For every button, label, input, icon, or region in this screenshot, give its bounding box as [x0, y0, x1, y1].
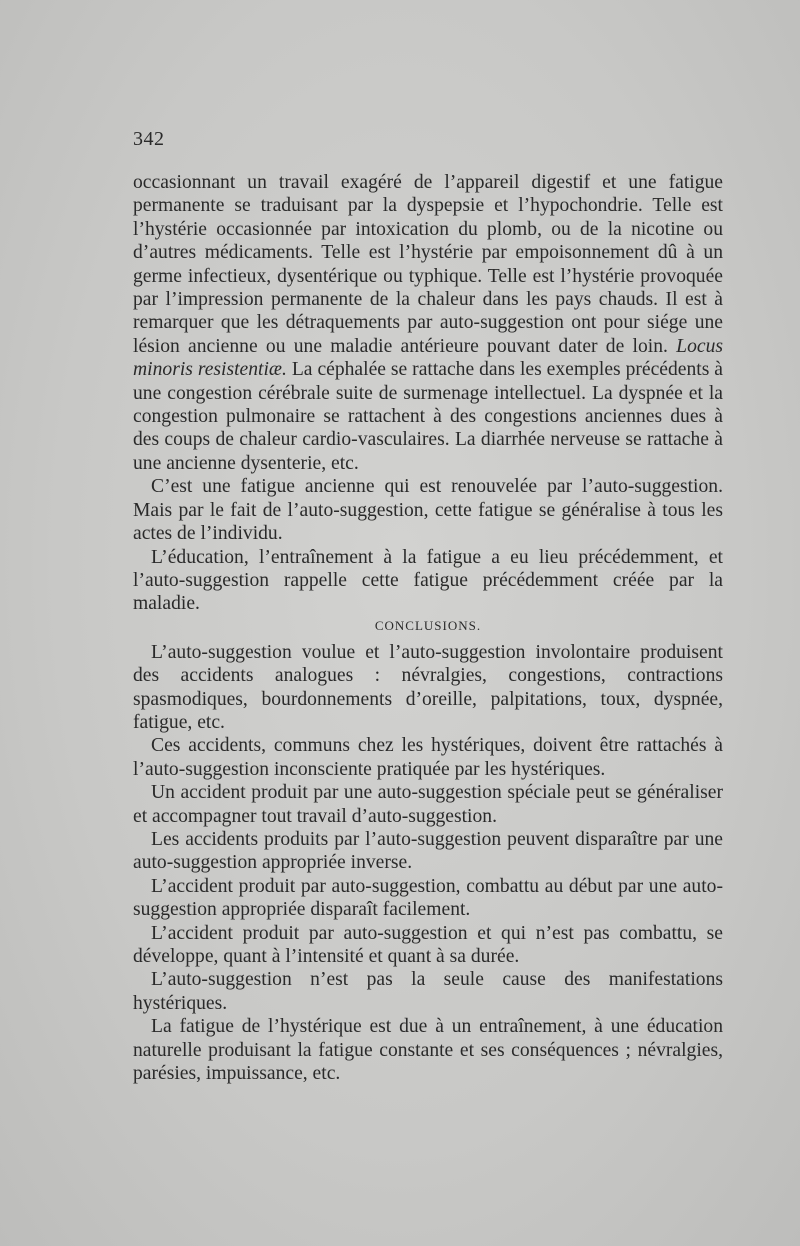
- conclusion-paragraph: Ces accidents, communs chez les hystériques, doivent être rattachés à l’auto-suggestion inconsciente pratiquée par les hystériques.: [133, 735, 723, 780]
- paragraph-1: [133, 171, 723, 475]
- conclusion-paragraph: L’auto-suggestion voulue et l’auto-suggestion involontaire produisent des accidents analogues : névralgies, congestions, contractions spasmodiques, bourdonnements d’oreille, palpitations, toux, dyspnée, fatigue, etc.: [133, 641, 723, 733]
- paragraph-2: C’est une fatigue ancienne qui est renouvelée par l’auto-suggestion. Mais par le fait de l’auto-suggestion, cette fatigue se généralise à tous les actes de l’individu.: [133, 476, 723, 545]
- conclusion-paragraph: La fatigue de l’hystérique est due à un entraînement, à une éducation naturelle produisant la fatigue constante et ses conséquences ; névralgies, parésies, impuissance, etc.: [133, 1016, 723, 1085]
- latin-phrase: Locus minoris resistentiæ.: [133, 335, 723, 381]
- text-body: [133, 171, 723, 1085]
- paragraph-1-text-b: La céphalée se rattache dans les exemples précédents à une congestion cérébrale suite de surmenage intellectuel. La dyspnée et la congestion pulmonaire se rattachent à des congestions anciennes dues à des coups de chaleur cardio-vasculaires. La diarrhée nerveuse se rattache à une ancienne dysenterie, etc.: [133, 359, 723, 474]
- conclusion-paragraph: L’accident produit par auto-suggestion, combattu au début par une auto-suggestion appropriée disparaît facilement.: [133, 875, 723, 921]
- paragraph-1-text-a: occasionnant un travail exagéré de l’appareil digestif et une fatigue permanente se traduisant par la dyspepsie et l’hypochondrie. Telle est l’hystérie occasionnée par intoxication du plomb, ou de la nicotine ou d’autres médicaments. Telle est l’hystérie par empoisonnement dû à un germe infectieux, dysentérique ou typhique. Telle est l’hystérie provoquée par l’impression permanente de la chaleur dans les pays chauds. Il est à remarquer que les détraquements par auto-suggestion ont pour siége une lésion ancienne ou une maladie antérieure pouvant dater de loin.: [133, 172, 723, 357]
- conclusion-paragraph: L’accident produit par auto-suggestion et qui n’est pas combattu, se développe, quant à l’intensité et quant à sa durée.: [133, 922, 723, 967]
- paragraph-3: L’éducation, l’entraînement à la fatigue a eu lieu précédemment, et l’auto-suggestion rappelle cette fatigue précédemment créée par la maladie.: [133, 546, 723, 615]
- section-heading-conclusions: CONCLUSIONS.: [374, 617, 482, 633]
- conclusion-paragraph: Un accident produit par une auto-suggestion spéciale peut se généraliser et accompagner tout travail d’auto-suggestion.: [133, 782, 723, 827]
- conclusion-paragraph: Les accidents produits par l’auto-suggestion peuvent disparaître par une auto-suggestion appropriée inverse.: [133, 828, 723, 874]
- page-number: 342: [133, 128, 165, 150]
- conclusion-paragraph: L’auto-suggestion n’est pas la seule cause des manifestations hystériques.: [133, 969, 723, 1014]
